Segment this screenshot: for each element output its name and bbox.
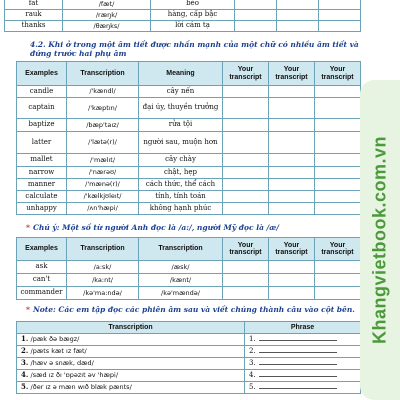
transcription-cell: /fæt/ [63, 0, 151, 10]
table-row [17, 334, 361, 346]
transcription-cell: /'kælkjʊleıt/ [67, 191, 139, 203]
your-transcript-cell[interactable] [223, 287, 269, 300]
meaning-cell: béo [151, 0, 235, 10]
transcription-cell: /ʌn'hæpi/ [67, 203, 139, 215]
answer-line[interactable] [259, 360, 337, 365]
column-header: Your transcript [269, 238, 315, 261]
your-transcript-cell[interactable] [277, 0, 319, 10]
column-header: Your transcript [269, 62, 315, 86]
your-transcript-cell[interactable] [223, 154, 269, 167]
your-transcript-cell[interactable] [315, 119, 361, 132]
table-row [17, 261, 361, 274]
uk-transcription-cell: /kə'ma:ndə/ [67, 287, 139, 300]
your-transcript-cell[interactable] [269, 98, 315, 119]
your-transcript-cell[interactable] [315, 132, 361, 154]
your-transcript-cell[interactable] [235, 21, 277, 32]
phrase-answer-cell[interactable]: 1. [245, 334, 361, 346]
transcription-cell: /θæŋks/ [63, 21, 151, 32]
column-header: Examples [17, 62, 67, 86]
word-cell: ask [17, 261, 67, 274]
word-cell: narrow [17, 167, 67, 179]
note-heading-uk-us: * Chú ý: Một số từ người Anh đọc là /a:/, người Mỹ đọc là /æ/ [26, 223, 280, 232]
answer-line[interactable] [259, 372, 337, 377]
word-cell: can't [17, 274, 67, 287]
meaning-cell: lời cảm tạ [151, 21, 235, 32]
meaning-cell: cây chày [139, 154, 223, 167]
answer-line[interactable] [259, 384, 337, 389]
meaning-cell: rửa tội [139, 119, 223, 132]
your-transcript-cell[interactable] [223, 261, 269, 274]
word-cell: unhappy [17, 203, 67, 215]
your-transcript-cell[interactable] [315, 274, 361, 287]
your-transcript-cell[interactable] [315, 154, 361, 167]
meaning-cell: cây nến [139, 86, 223, 98]
your-transcript-cell[interactable] [315, 287, 361, 300]
your-transcript-cell[interactable] [315, 98, 361, 119]
column-header: Your transcript [315, 238, 361, 261]
table-row [17, 98, 361, 119]
word-cell: commander [17, 287, 67, 300]
table-header-row [17, 62, 361, 86]
transcription-cell: /'mænə(r)/ [67, 179, 139, 191]
transcription-item: 2. /pæts kæt ız fæt/ [17, 346, 245, 358]
answer-line[interactable] [259, 348, 337, 353]
your-transcript-cell[interactable] [223, 274, 269, 287]
your-transcript-cell[interactable] [315, 261, 361, 274]
transcription-item: 4. /sæd ız ðı 'ɒpəzıt əv 'hæpi/ [17, 370, 245, 382]
uk-transcription-cell: /a:sk/ [67, 261, 139, 274]
your-transcript-cell[interactable] [319, 21, 361, 32]
word-cell: thanks [5, 21, 63, 32]
your-transcript-cell[interactable] [269, 154, 315, 167]
table-row [17, 167, 361, 179]
your-transcript-cell[interactable] [269, 274, 315, 287]
meaning-cell: người sau, muộn hơn [139, 132, 223, 154]
us-transcription-cell: /kə'mændə/ [139, 287, 223, 300]
table-row [5, 21, 361, 32]
section-heading-4-2: 4.2. Khi ở trong một âm tiết được nhấn mạnh của một chữ có nhiều âm tiết và đứng trước hai phụ âm [30, 40, 359, 58]
transcription-item: 3. /hæv ə snæk, dæd/ [17, 358, 245, 370]
word-cell: candle [17, 86, 67, 98]
table-row [17, 179, 361, 191]
table-row [17, 382, 361, 394]
transcription-cell: /'nærəʊ/ [67, 167, 139, 179]
your-transcript-cell[interactable] [315, 179, 361, 191]
uk-us-table [16, 237, 361, 300]
your-transcript-cell[interactable] [269, 86, 315, 98]
phrase-answer-cell[interactable]: 4. [245, 370, 361, 382]
your-transcript-cell[interactable] [223, 179, 269, 191]
phrase-answer-cell[interactable]: 2. [245, 346, 361, 358]
your-transcript-cell[interactable] [269, 261, 315, 274]
meaning-cell: tính, tính toán [139, 191, 223, 203]
table-row [17, 346, 361, 358]
column-header: Transcription [17, 322, 245, 334]
practice-table [16, 321, 361, 394]
column-header: Meaning [139, 62, 223, 86]
word-cell: calculate [17, 191, 67, 203]
your-transcript-cell[interactable] [315, 191, 361, 203]
table-header-row [17, 322, 361, 334]
column-header: Transcription [67, 238, 139, 261]
your-transcript-cell[interactable] [277, 10, 319, 21]
word-cell: baptize [17, 119, 67, 132]
column-header: Examples [17, 238, 67, 261]
column-header: Transcription [139, 238, 223, 261]
table-row [17, 154, 361, 167]
your-transcript-cell[interactable] [223, 119, 269, 132]
table-row [17, 86, 361, 98]
answer-line[interactable] [259, 336, 337, 341]
word-cell: rauk [5, 10, 63, 21]
word-cell: manner [17, 179, 67, 191]
your-transcript-cell[interactable] [269, 119, 315, 132]
word-cell: captain [17, 98, 67, 119]
note-heading-practice: * Note: Các em tập đọc các phiên âm sau và viết chúng thành câu vào cột bên. [26, 305, 355, 314]
table-row [17, 370, 361, 382]
your-transcript-cell[interactable] [223, 86, 269, 98]
table-row [17, 191, 361, 203]
transcription-item: 1. /pæk ðə bægz/ [17, 334, 245, 346]
your-transcript-cell[interactable] [269, 167, 315, 179]
your-transcript-cell[interactable] [277, 21, 319, 32]
table-row [17, 119, 361, 132]
meaning-cell: hàng, cấp bậc [151, 10, 235, 21]
your-transcript-cell[interactable] [315, 203, 361, 215]
your-transcript-cell[interactable] [315, 86, 361, 98]
your-transcript-cell[interactable] [319, 10, 361, 21]
your-transcript-cell[interactable] [223, 203, 269, 215]
meaning-cell: đại úy, thuyền trưởng [139, 98, 223, 119]
meaning-cell: không hạnh phúc [139, 203, 223, 215]
section-4-2-table [16, 61, 361, 215]
us-transcription-cell: /æsk/ [139, 261, 223, 274]
your-transcript-cell[interactable] [269, 203, 315, 215]
transcription-cell: /'mælıt/ [67, 154, 139, 167]
table-row [5, 0, 361, 10]
us-transcription-cell: /kænt/ [139, 274, 223, 287]
table-row [17, 274, 361, 287]
your-transcript-cell[interactable] [319, 0, 361, 10]
table-header-row [17, 238, 361, 261]
your-transcript-cell[interactable] [223, 132, 269, 154]
publisher-watermark: Khangvietbook.com.vn [360, 80, 400, 400]
column-header: Your transcript [223, 238, 269, 261]
meaning-cell: cách thức, thể cách [139, 179, 223, 191]
your-transcript-cell[interactable] [269, 287, 315, 300]
transcription-cell: /'kændl/ [67, 86, 139, 98]
column-header: Your transcript [315, 62, 361, 86]
uk-transcription-cell: /ka:nt/ [67, 274, 139, 287]
your-transcript-cell[interactable] [269, 132, 315, 154]
word-cell: mallet [17, 154, 67, 167]
phrase-answer-cell[interactable]: 3. [245, 358, 361, 370]
table-row [17, 287, 361, 300]
table-row [5, 10, 361, 21]
word-cell: latter [17, 132, 67, 154]
table-row [17, 358, 361, 370]
column-header: Phrase [245, 322, 361, 334]
your-transcript-cell[interactable] [223, 98, 269, 119]
transcription-cell: /'kæptın/ [67, 98, 139, 119]
your-transcript-cell[interactable] [269, 191, 315, 203]
column-header: Transcription [67, 62, 139, 86]
your-transcript-cell[interactable] [315, 167, 361, 179]
transcription-cell: /ræŋk/ [63, 10, 151, 21]
table-row [17, 203, 361, 215]
word-cell: fat [5, 0, 63, 10]
top-vocab-table [4, 0, 361, 32]
your-transcript-cell[interactable] [269, 179, 315, 191]
phrase-answer-cell[interactable]: 5. [245, 382, 361, 394]
meaning-cell: chật, hẹp [139, 167, 223, 179]
your-transcript-cell[interactable] [223, 191, 269, 203]
transcription-item: 5. /ðer ız ə mæn wıð blæk pænts/ [17, 382, 245, 394]
transcription-cell: /'lætə(r)/ [67, 132, 139, 154]
table-row [17, 132, 361, 154]
your-transcript-cell[interactable] [235, 10, 277, 21]
transcription-cell: /bæp'taız/ [67, 119, 139, 132]
column-header: Your transcript [223, 62, 269, 86]
your-transcript-cell[interactable] [235, 0, 277, 10]
your-transcript-cell[interactable] [223, 167, 269, 179]
